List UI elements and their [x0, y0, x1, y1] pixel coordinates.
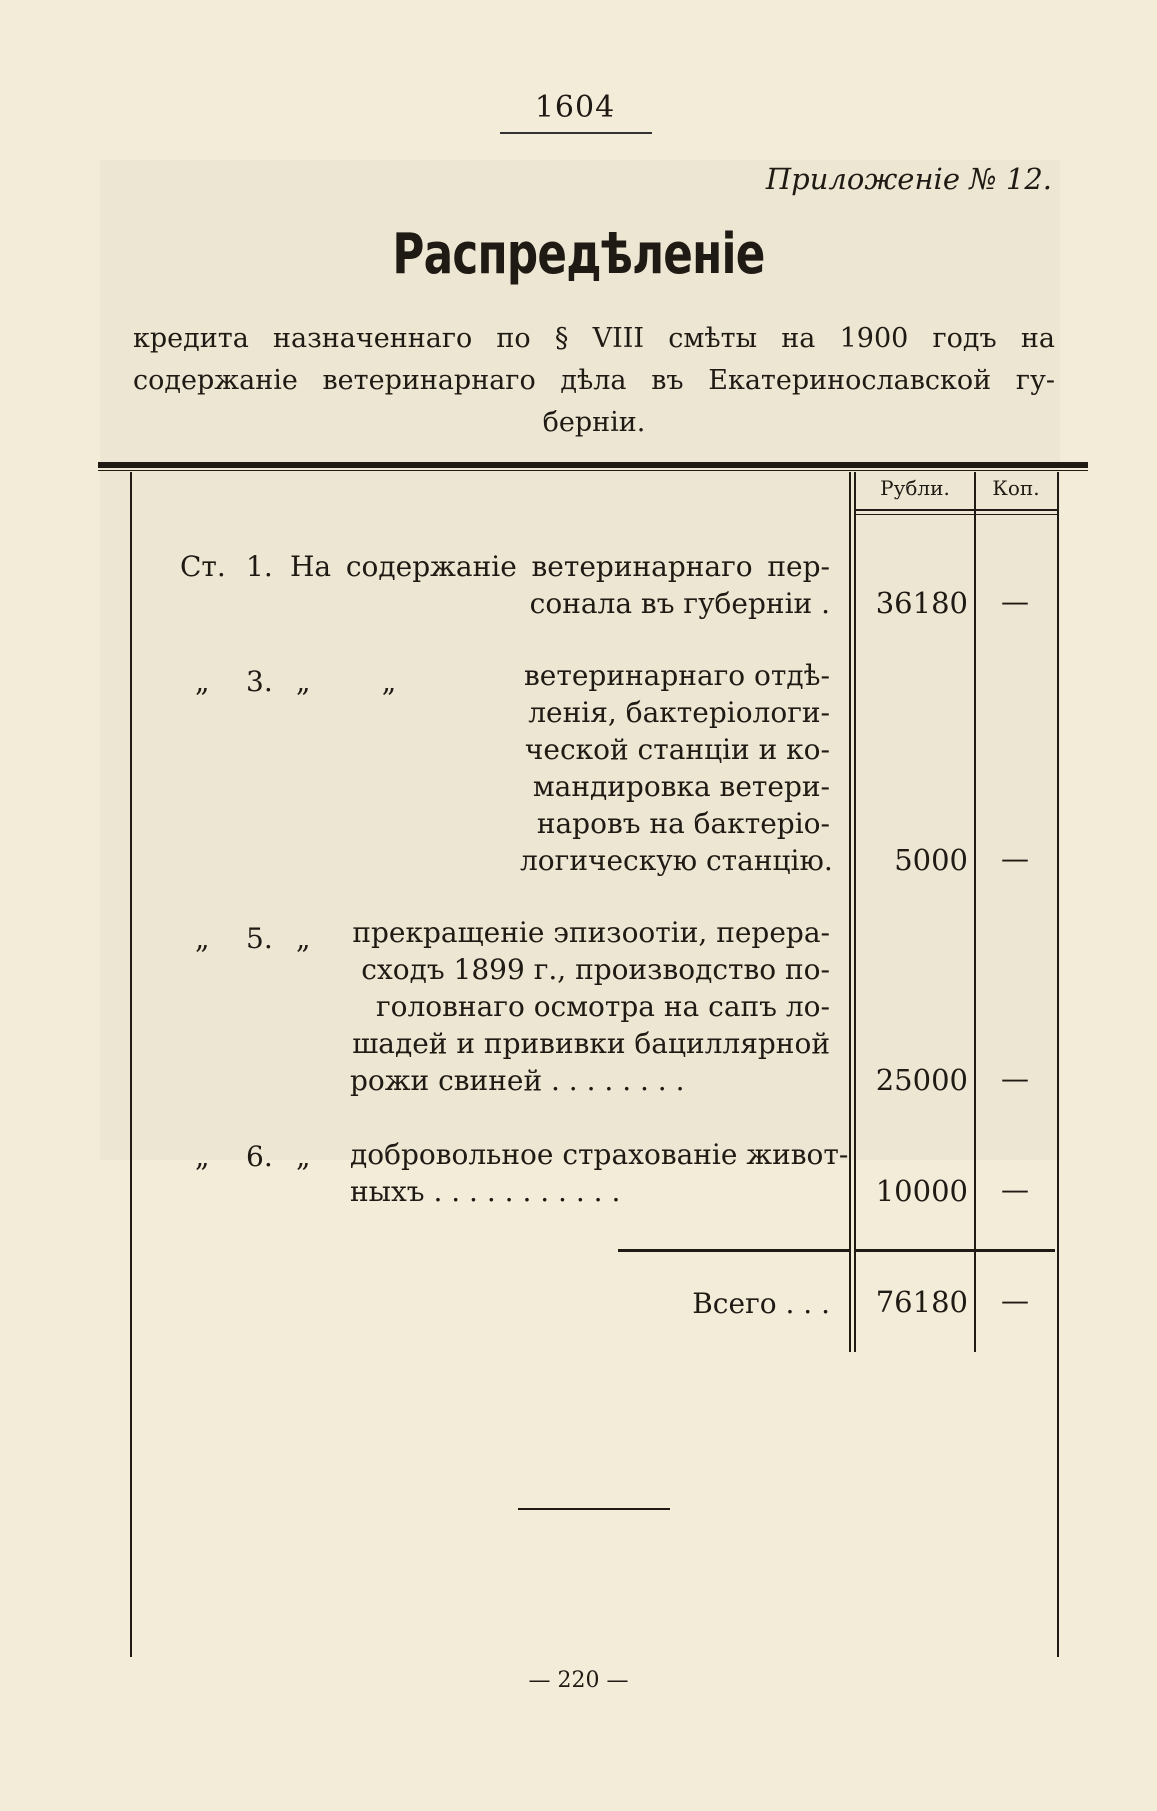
total-label: Всего . . . [692, 1287, 830, 1320]
total-kopecks: — [1001, 1284, 1029, 1317]
row-text-line: ческой станціи и ко- [524, 733, 830, 766]
page-number: 1604 [534, 90, 616, 125]
row-text-line: прекращеніе эпизоотіи, перера- [352, 916, 830, 949]
end-rule [518, 1508, 670, 1510]
row-article-number: 5. [246, 922, 273, 955]
table-left-border [130, 472, 132, 1657]
column-header-rule [854, 509, 1057, 511]
row-text-line: добровольное страхованіе живот- [350, 1138, 849, 1171]
row-kopecks: — [1001, 585, 1029, 618]
rubles-column-left-border [849, 472, 851, 1352]
subtitle-line-1: кредита назначеннаго по § VIII смѣты на 1900 годъ на [133, 323, 1055, 354]
document-subtitle [133, 318, 1055, 444]
document-heading: Распредѣленіе [392, 222, 765, 287]
row-article-number: 3. [246, 665, 273, 698]
row-article-number: 6. [246, 1140, 273, 1173]
row-marker: „ [195, 922, 210, 955]
row-rubles: 36180 [875, 586, 968, 620]
row-text-line: сходъ 1899 г., производство по- [361, 953, 830, 986]
row-text-line: На содержаніе ветеринарнаго пер- [290, 550, 830, 583]
appendix-label: Приложеніе № 12. [765, 162, 1052, 196]
total-rubles: 76180 [875, 1285, 968, 1319]
column-header-rule-double [854, 514, 1057, 515]
row-kopecks: — [1001, 1173, 1029, 1206]
row-marker: Ст. [180, 550, 226, 583]
total-rule-kopecks [976, 1249, 1055, 1252]
row-article-number: 1. [246, 550, 273, 583]
row-text-line: головнаго осмотра на сапъ ло- [375, 990, 830, 1023]
row-text-line: рожи свиней . . . . . . . . [350, 1064, 685, 1097]
column-header-rubles: Рубли. [880, 476, 950, 500]
row-text-line: наровъ на бактеріо- [536, 807, 830, 840]
row-kopecks: — [1001, 842, 1029, 875]
row-text-line: ветеринарнаго отдѣ- [524, 659, 830, 692]
row-ditto-marks: „ „ [296, 665, 397, 698]
row-rubles: 25000 [875, 1063, 968, 1097]
row-rubles: 10000 [875, 1174, 968, 1208]
column-header-kopecks: Коп. [992, 476, 1040, 500]
subtitle-line-3: берніи. [542, 407, 646, 438]
total-rule-rubles [856, 1249, 974, 1252]
row-marker: „ [195, 665, 210, 698]
row-text-line: шадей и прививки бациллярной [352, 1027, 830, 1060]
rubles-column-left-border-double [854, 472, 856, 1352]
row-kopecks: — [1001, 1062, 1029, 1095]
row-text-line: ленія, бактеріологи- [528, 696, 830, 729]
page-number-rule [500, 132, 652, 134]
row-text-line: сонала въ губерніи . [529, 587, 830, 620]
table-top-thin-rule [98, 470, 1088, 471]
table-top-thick-rule [98, 462, 1088, 468]
table-right-border [1057, 472, 1059, 1657]
row-text-line: ныхъ . . . . . . . . . . . [350, 1175, 621, 1208]
subtitle-line-2: содержаніе ветеринарнаго дѣла въ Екатеринославской гу- [133, 365, 1055, 396]
kopecks-column-left-border [974, 472, 976, 1352]
row-ditto-marks: „ [296, 922, 311, 955]
row-rubles: 5000 [894, 843, 968, 877]
row-text-line: логическую станцію. [520, 844, 833, 877]
row-ditto-marks: „ [296, 1140, 311, 1173]
total-rule-text [618, 1249, 850, 1252]
row-text-line: мандировка ветери- [532, 770, 830, 803]
footer-page-number: — 220 — [528, 1668, 629, 1693]
row-marker: „ [195, 1140, 210, 1173]
